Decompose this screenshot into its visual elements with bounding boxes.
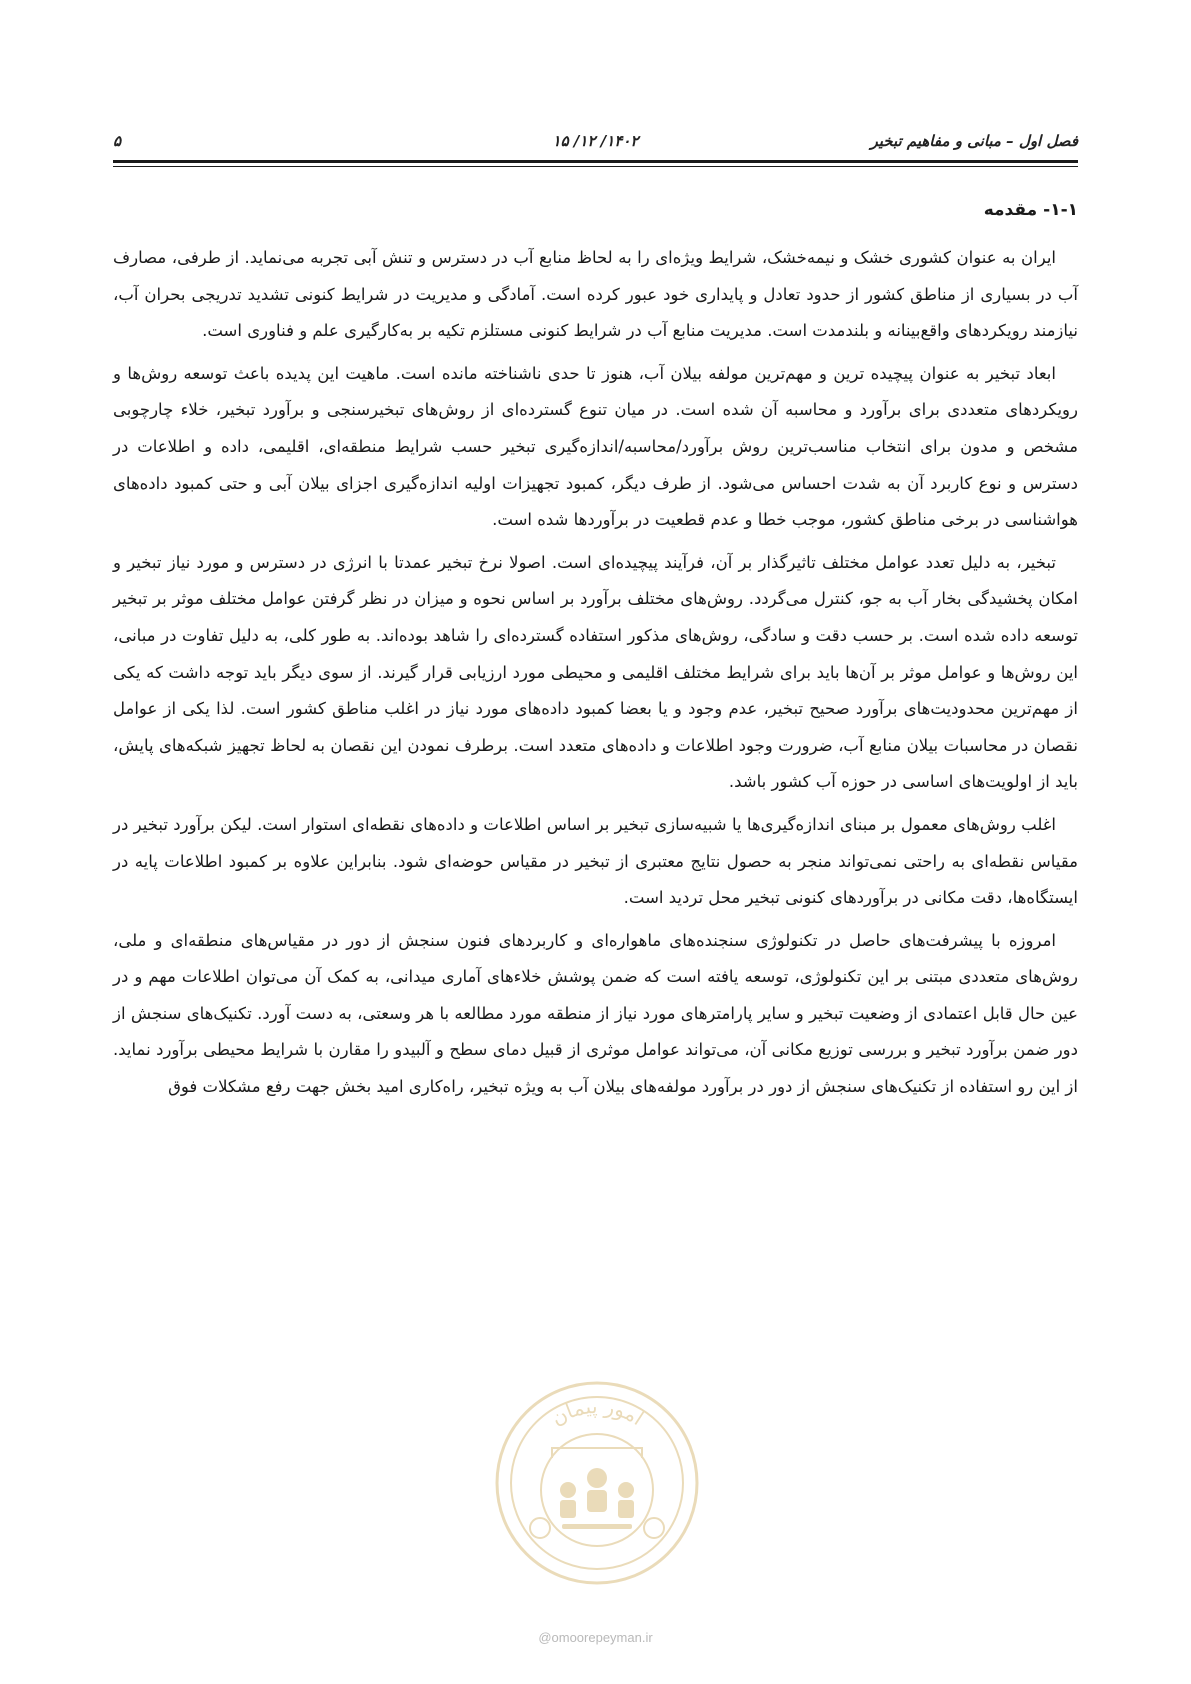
main-content — [113, 192, 1078, 1112]
paragraph: ابعاد تبخیر به عنوان پیچیده ترین و مهم‌ترین مولفه بیلان آب، هنوز تا حدی ناشناخته مانده است. ماهیت این پدیده باعث توسعه روش‌ها و رویکردهای متعددی برای برآورد و محاسبه آن شده است. در میان تنوع گسترده‌ای از روش‌های تبخیرسنجی و برآورد تبخیر، خلاء چارچوبی مشخص و مدون برای انتخاب مناسب‌ترین روش برآورد/محاسبه/اندازه‌گیری تبخیر حسب شرایط منطقه‌ای، اقلیمی، داده و اطلاعات در دسترس و نوع کاربرد آن به شدت احساس می‌شود. از طرف دیگر، کمبود تجهیزات اولیه اندازه‌گیری اجزای بیلان آبی و حتی کمبود داده‌های هواشناسی در برخی مناطق کشور، موجب خطا و عدم قطعیت در برآوردها شده است. — [113, 363, 1078, 530]
chapter-title: فصل اول – مبانی و مفاهیم تبخیر — [870, 132, 1078, 150]
page-number: ۵ — [113, 132, 122, 150]
header-rule-thin — [113, 166, 1078, 167]
paragraph: امروزه با پیشرفت‌های حاصل در تکنولوژی سنجنده‌های ماهواره‌ای و کاربردهای فنون سنجش از دور در مقیاس‌های منطقه‌ای و ملی، روش‌های متعددی مبتنی بر این تکنولوژی، توسعه یافته است که ضمن پوشش خلاءهای آماری میدانی، به کمک آن می‌توان اطلاعات مهم و در عین حال قابل اعتمادی از وضعیت تبخیر و سایر پارامترهای مورد نیاز از منطقه مورد مطالعه با هر وسعتی، به دست آورد. تکنیک‌های سنجش از دور ضمن برآورد تبخیر و بررسی توزیع مکانی آن، می‌تواند عوامل موثری از قبیل دمای سطح و آلبیدو را مقارن با شرایط محیطی برآورد نماید. از این رو استفاده از تکنیک‌های سنجش از دور در برآورد مولفه‌های بیلان آب به ویژه تبخیر، راه‌کاری امید بخش جهت رفع مشکلات فوق — [113, 930, 1078, 1097]
paragraph: ایران به عنوان کشوری خشک و نیمه‌خشک، شرایط ویژه‌ای را به لحاظ منابع آب در دسترس و تنش آبی تجربه می‌نماید. از طرفی، مصارف آب در بسیاری از مناطق کشور از حدود تعادل و پایداری خود عبور کرده است. آمادگی و مدیریت در شرایط کنونی تشدید تدریجی بحران آب، نیازمند رویکردهای واقع‌بینانه و بلندمدت است. مدیریت منابع آب در شرایط کنونی مستلزم تکیه بر به‌کارگیری علم و فناوری است. — [113, 248, 1078, 341]
seal-text: امور پیمان — [546, 1393, 649, 1431]
section-number: ۱-۱- — [1043, 200, 1078, 220]
header-date: ۱۴۰۲/ ۱۲/ ۱۵ — [552, 132, 639, 150]
paragraph: اغلب روش‌های معمول بر مبنای اندازه‌گیری‌ها یا شبیه‌سازی تبخیر بر اساس اطلاعات و داده‌های نقطه‌ای استوار است. لیکن برآورد تبخیر در مقیاس نقطه‌ای به راحتی نمی‌تواند منجر به حصول نتایج معتبری از تبخیر در مقیاس حوضه‌ای شود. بنابراین علاوه بر کمبود اطلاعات پایه در ایستگاه‌ها، دقت مکانی در برآوردهای کنونی تبخیر محل تردید است. — [113, 814, 1078, 908]
section-title: مقدمه — [983, 200, 1038, 220]
section-heading — [113, 192, 1078, 228]
watermark-seal-icon — [492, 1378, 702, 1588]
page-header — [113, 132, 1078, 156]
watermark-site: @omoorepeyman.ir — [538, 1630, 653, 1645]
header-rule-thick — [113, 160, 1078, 163]
paragraph: تبخیر، به دلیل تعدد عوامل مختلف تاثیرگذار بر آن، فرآیند پیچیده‌ای است. اصولا نرخ تبخیر عمدتا با انرژی در دسترس و مورد نیاز تبخیر و امکان پخشیدگی بخار آب به جو، کنترل می‌گردد. روش‌های مختلف برآورد بر اساس نحوه و میزان در نظر گرفتن عوامل مختلف موثر بر تبخیر توسعه داده شده است. بر حسب دقت و سادگی، روش‌های مذکور استفاده گسترده‌ای را شاهد بوده‌اند. به طور کلی، به دلیل تفاوت در مبانی، این روش‌ها و عوامل موثر بر آن‌ها باید برای شرایط مختلف اقلیمی و محیطی مورد ارزیابی قرار گیرند. از سوی دیگر باید توجه داشت که یکی از مهم‌ترین محدودیت‌های برآورد صحیح تبخیر، عدم وجود و یا بعضا کمبود داده‌های مورد نیاز در اغلب مناطق کشور است. لذا یکی از عوامل نقصان در محاسبات بیلان منابع آب، ضرورت وجود اطلاعات و داده‌های متعدد است. برطرف نمودن این نقصان به لحاظ تجهیز شبکه‌های پایش، باید از اولویت‌های اساسی در حوزه آب کشور باشد. — [113, 552, 1078, 792]
